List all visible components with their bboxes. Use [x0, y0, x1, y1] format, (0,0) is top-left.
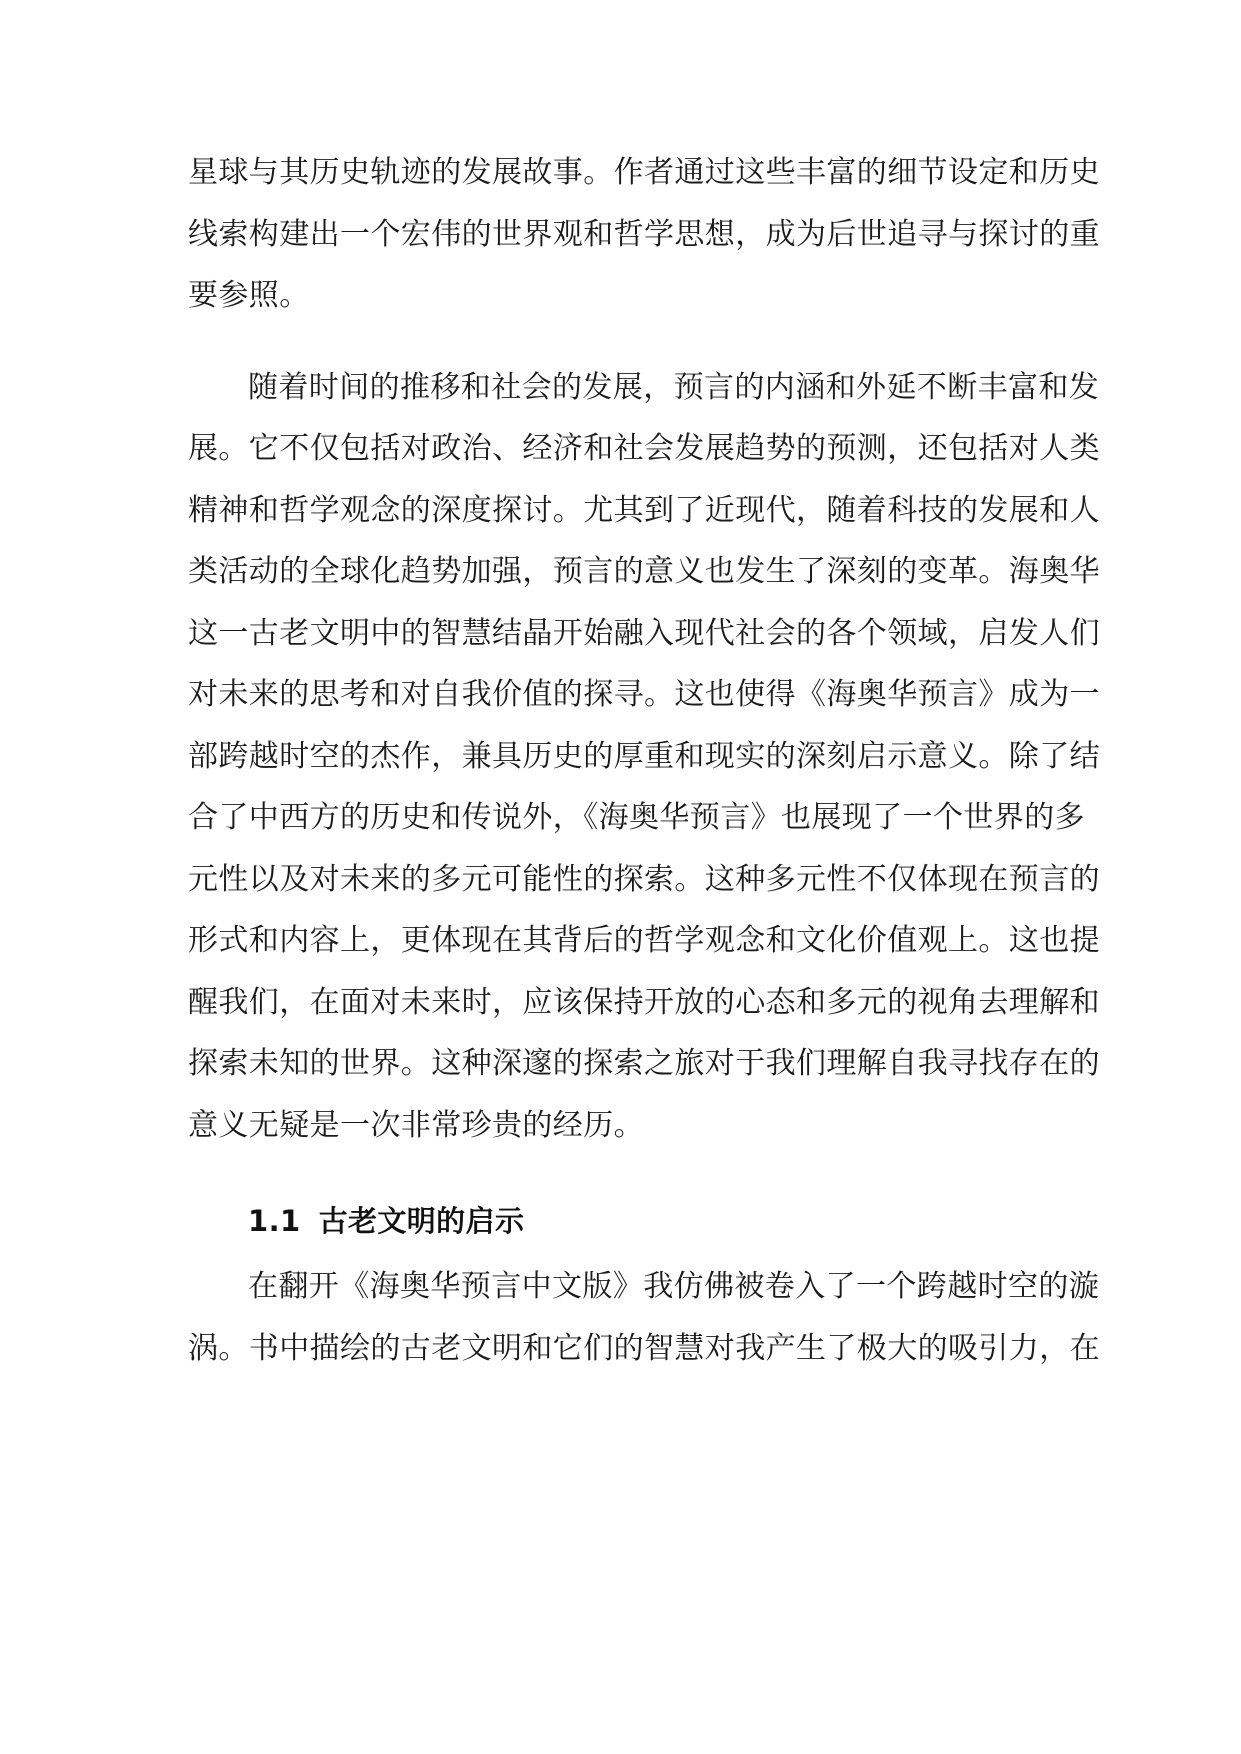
text-line: 这一古老文明中的智慧结晶开始融入现代社会的各个领域，启发人们 — [188, 615, 1100, 651]
section-heading — [188, 1186, 1054, 1256]
text-line: 醒我们，在面对未来时，应该保持开放的心态和多元的视角去理解和 — [188, 984, 1100, 1020]
text-line: 展。它不仅包括对政治、经济和社会发展趋势的预测，还包括对人类 — [188, 431, 1100, 466]
section-number: 1.1 — [248, 1204, 301, 1238]
paragraph-spacing — [188, 327, 1054, 357]
text-line: 线索构建出一个宏伟的世界观和哲学思想，成为后世追寻与探讨的重 — [188, 216, 1100, 252]
paragraph — [188, 142, 1100, 327]
paragraph — [188, 357, 1100, 1157]
text-line: 涡。书中描绘的古老文明和它们的智慧对我产生了极大的吸引力，在 — [188, 1330, 1100, 1366]
text-line: 元性以及对未来的多元可能性的探索。这种多元性不仅体现在预言的 — [188, 861, 1100, 897]
paragraph-spacing — [188, 1156, 1054, 1186]
text-line: 在翻开《海奥华预言中文版》我仿佛被卷入了一个跨越时空的漩 — [248, 1269, 1100, 1304]
text-line: 意义无疑是一次非常珍贵的经历。 — [188, 1107, 644, 1143]
text-line: 对未来的思考和对自我价值的探寻。这也使得《海奥华预言》成为一 — [188, 677, 1100, 712]
text-line: 类活动的全球化趋势加强，预言的意义也发生了深刻的变革。海奥华 — [188, 554, 1100, 589]
text-line: 精神和哲学观念的深度探讨。尤其到了近现代，随着科技的发展和人 — [188, 492, 1100, 528]
document-body — [188, 142, 1100, 1379]
text-line: 形式和内容上，更体现在其背后的哲学观念和文化价值观上。这也提 — [188, 923, 1100, 958]
text-line: 随着时间的推移和社会的发展，预言的内涵和外延不断丰富和发 — [248, 369, 1100, 405]
text-line: 部跨越时空的杰作，兼具历史的厚重和现实的深刻启示意义。除了结 — [188, 738, 1100, 774]
text-line: 合了中西方的历史和传说外，《海奥华预言》也展现了一个世界的多 — [188, 800, 1085, 835]
text-line: 星球与其历史轨迹的发展故事。作者通过这些丰富的细节设定和历史 — [188, 155, 1100, 190]
section-title: 古老文明的启示 — [318, 1204, 525, 1238]
text-line: 探索未知的世界。这种深邃的探索之旅对于我们理解自我寻找存在的 — [188, 1046, 1100, 1081]
paragraph — [188, 1256, 1100, 1379]
text-line: 要参照。 — [188, 278, 310, 313]
